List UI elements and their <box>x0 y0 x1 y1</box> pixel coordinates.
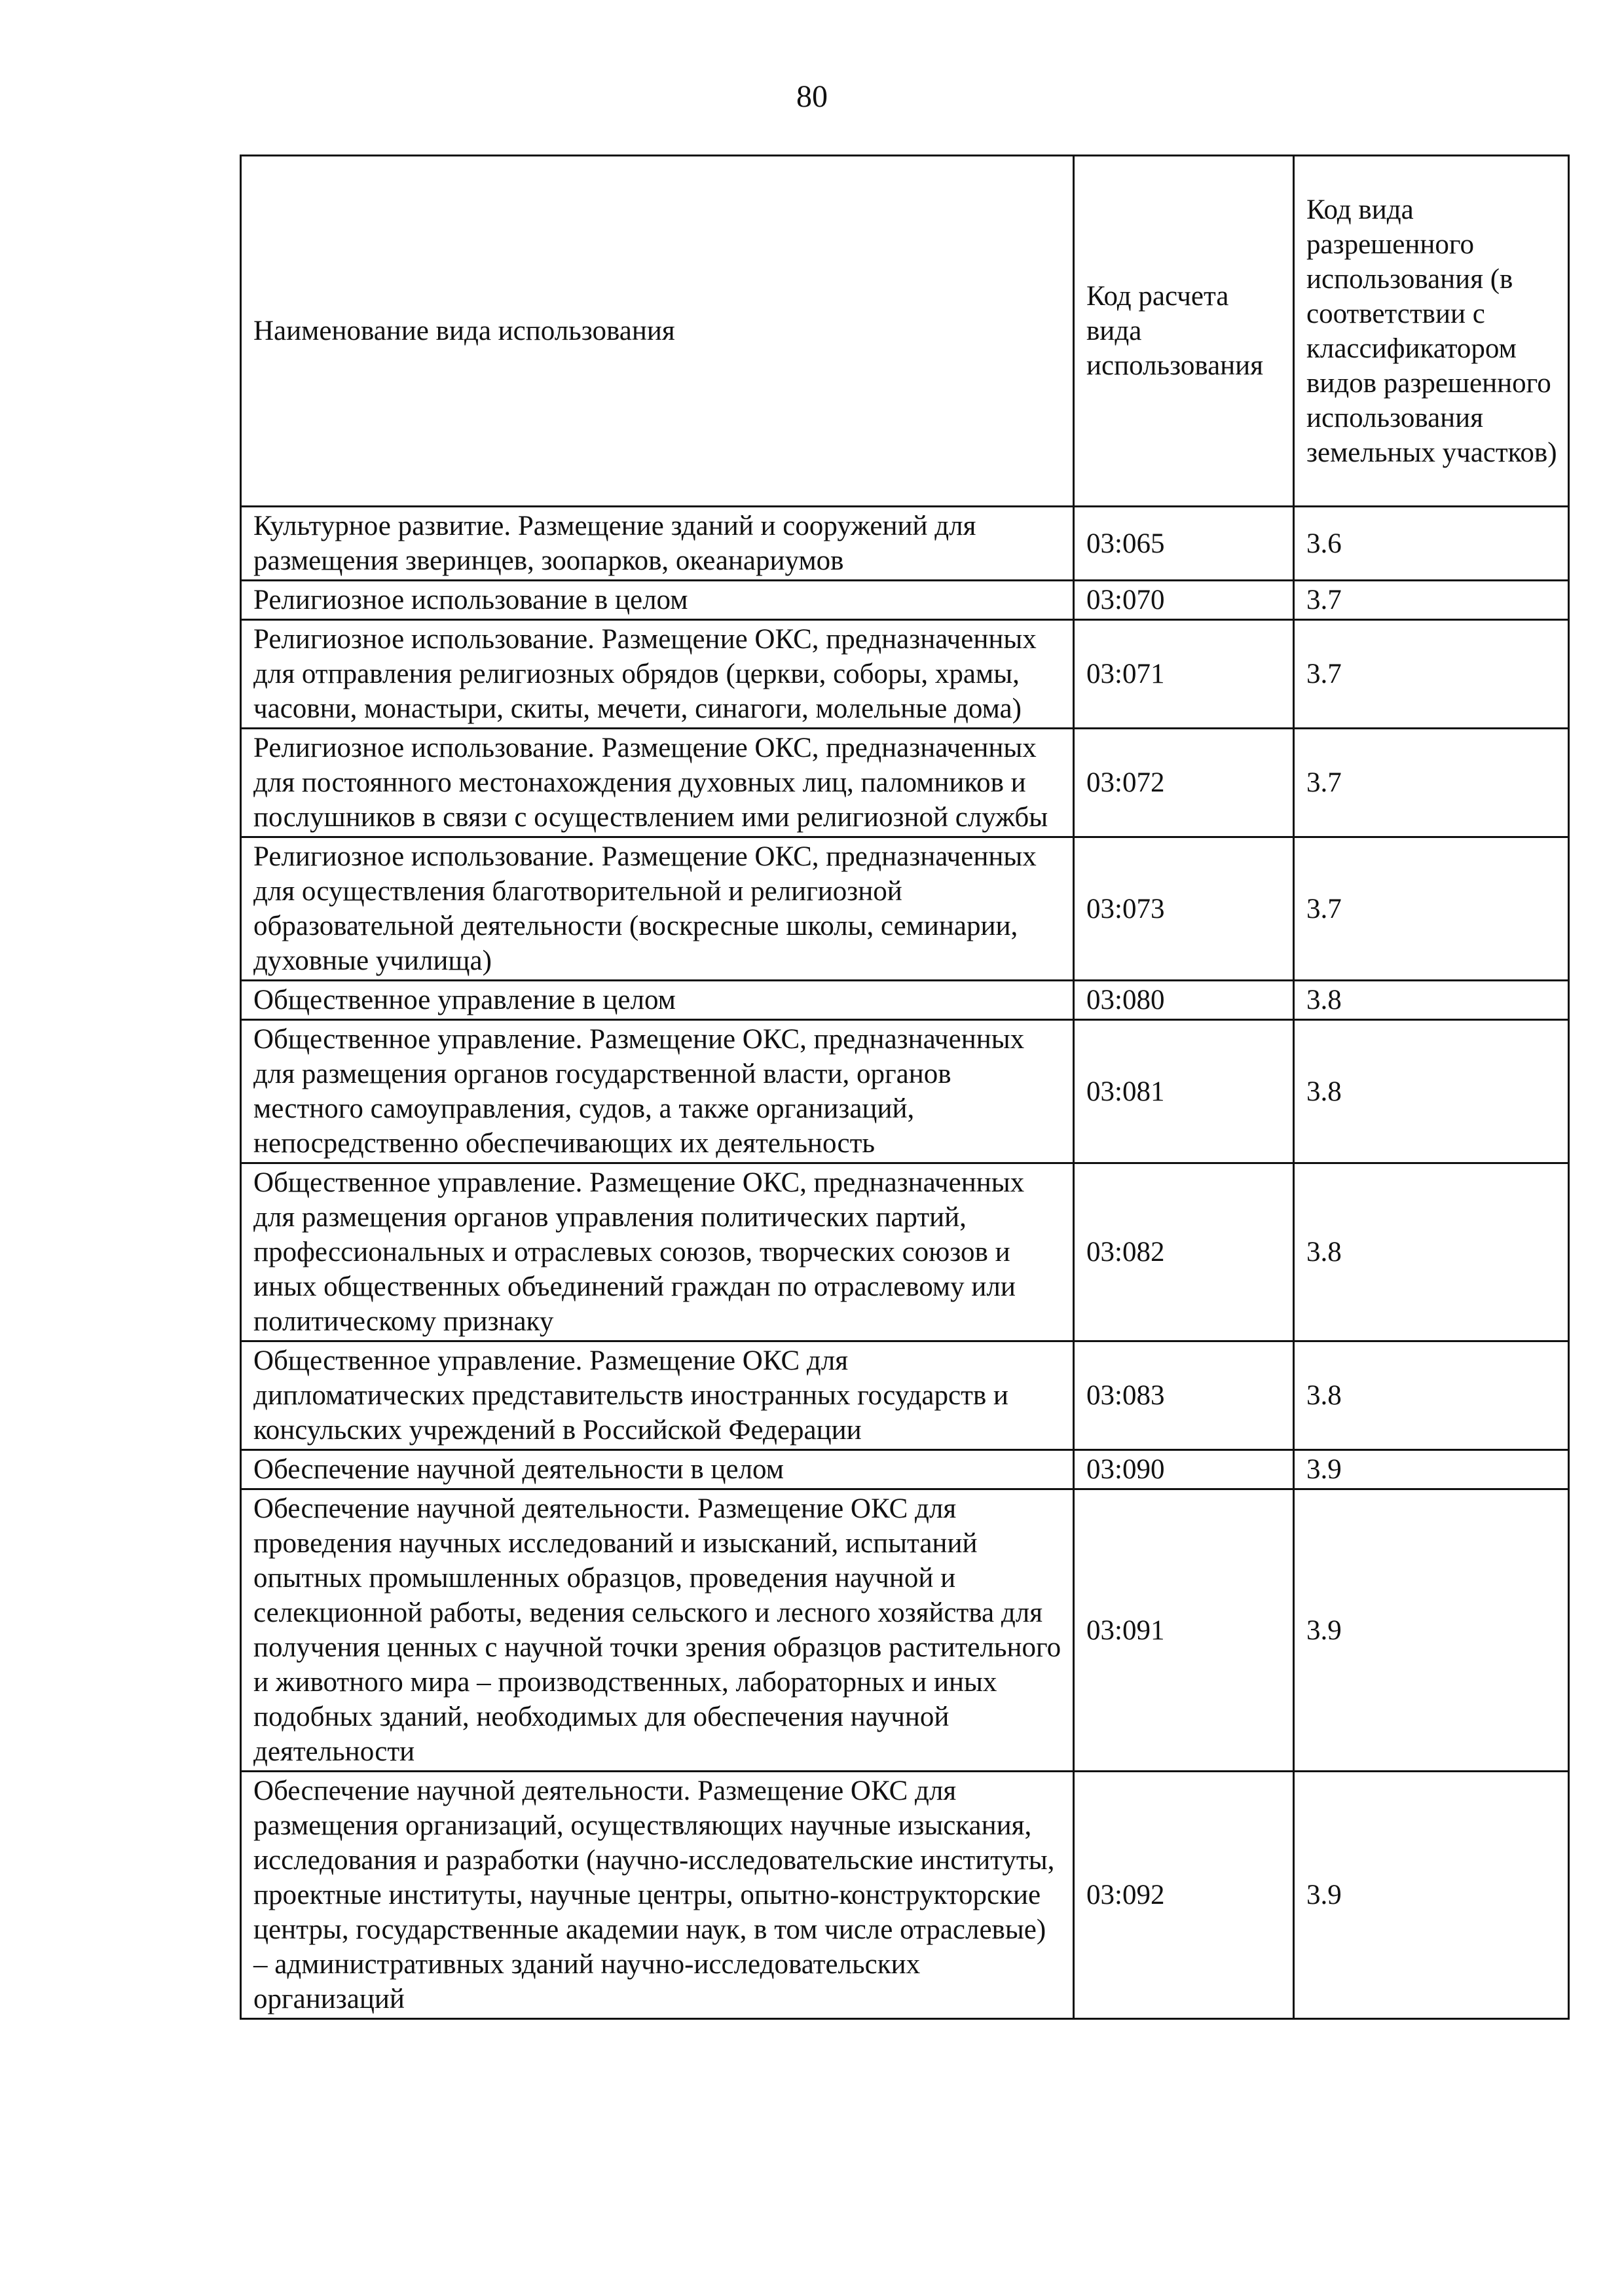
table-row <box>241 581 1569 620</box>
row-usage-name: Обеспечение научной деятельности. Размещение ОКС для проведения научных исследований и изысканий, испытаний опытных промышленных образцов, проведения научной и селекционной работы, ведения сельского и лесного хозяйства для получения ценных с научной точки зрения образцов растительного и животного мира – производственных, лабораторных и иных подобных зданий, необходимых для обеспечения научной деятельности <box>241 1489 1074 1772</box>
table-row <box>241 1772 1569 2019</box>
table-row <box>241 1341 1569 1450</box>
header-calculation-code: Код расчета вида использования <box>1074 156 1294 507</box>
row-usage-name: Общественное управление. Размещение ОКС для дипломатических представительств иностранных государств и консульских учреждений в Российской Федерации <box>241 1341 1074 1450</box>
row-calculation-code: 03:080 <box>1074 981 1294 1020</box>
row-usage-name: Обеспечение научной деятельности в целом <box>241 1450 1074 1489</box>
table-row <box>241 620 1569 729</box>
row-usage-name: Религиозное использование. Размещение ОКС, предназначенных для отправления религиозных обрядов (церкви, соборы, храмы, часовни, монастыри, скиты, мечети, синагоги, молельные дома) <box>241 620 1074 729</box>
row-permitted-use-code: 3.7 <box>1294 581 1569 620</box>
row-usage-name: Общественное управление. Размещение ОКС, предназначенных для размещения органов управления политических партий, профессиональных и отраслевых союзов, творческих союзов и иных общественных объединений граждан по отраслевому или политическому признаку <box>241 1163 1074 1341</box>
row-permitted-use-code: 3.6 <box>1294 507 1569 581</box>
header-permitted-use-code: Код вида разрешенного использования (в соответствии с классификатором видов разрешенного использования земельных участков) <box>1294 156 1569 507</box>
table-row <box>241 1020 1569 1163</box>
table-row <box>241 1450 1569 1489</box>
table-row <box>241 729 1569 837</box>
row-usage-name: Религиозное использование. Размещение ОКС, предназначенных для осуществления благотворительной и религиозной образовательной деятельности (воскресные школы, семинарии, духовные училища) <box>241 837 1074 981</box>
row-permitted-use-code: 3.8 <box>1294 1341 1569 1450</box>
row-usage-name: Обеспечение научной деятельности. Размещение ОКС для размещения организаций, осуществляющих научные изыскания, исследования и разработки (научно-исследовательские институты, проектные институты, научные центры, опытно-конструкторские центры, государственные академии наук, в том числе отраслевые) – административных зданий научно-исследовательских организаций <box>241 1772 1074 2019</box>
row-usage-name: Религиозное использование. Размещение ОКС, предназначенных для постоянного местонахождения духовных лиц, паломников и послушников в связи с осуществлением ими религиозной службы <box>241 729 1074 837</box>
row-permitted-use-code: 3.8 <box>1294 1163 1569 1341</box>
row-usage-name: Культурное развитие. Размещение зданий и сооружений для размещения зверинцев, зоопарков, океанариумов <box>241 507 1074 581</box>
land-use-table <box>240 155 1570 2020</box>
row-calculation-code: 03:073 <box>1074 837 1294 981</box>
header-usage-name: Наименование вида использования <box>241 156 1074 507</box>
row-calculation-code: 03:083 <box>1074 1341 1294 1450</box>
row-usage-name: Общественное управление. Размещение ОКС, предназначенных для размещения органов государственной власти, органов местного самоуправления, судов, а также организаций, непосредственно обеспечивающих их деятельность <box>241 1020 1074 1163</box>
table-row <box>241 507 1569 581</box>
row-permitted-use-code: 3.7 <box>1294 729 1569 837</box>
row-calculation-code: 03:065 <box>1074 507 1294 581</box>
row-permitted-use-code: 3.9 <box>1294 1450 1569 1489</box>
table-row <box>241 1489 1569 1772</box>
row-permitted-use-code: 3.9 <box>1294 1489 1569 1772</box>
row-permitted-use-code: 3.7 <box>1294 837 1569 981</box>
row-calculation-code: 03:070 <box>1074 581 1294 620</box>
row-permitted-use-code: 3.9 <box>1294 1772 1569 2019</box>
row-calculation-code: 03:091 <box>1074 1489 1294 1772</box>
table-row <box>241 837 1569 981</box>
row-calculation-code: 03:092 <box>1074 1772 1294 2019</box>
row-calculation-code: 03:082 <box>1074 1163 1294 1341</box>
row-usage-name: Религиозное использование в целом <box>241 581 1074 620</box>
land-use-table-container <box>240 155 1568 2020</box>
row-permitted-use-code: 3.8 <box>1294 1020 1569 1163</box>
table-row <box>241 1163 1569 1341</box>
page-number: 80 <box>796 79 828 114</box>
row-calculation-code: 03:081 <box>1074 1020 1294 1163</box>
table-row <box>241 981 1569 1020</box>
row-calculation-code: 03:072 <box>1074 729 1294 837</box>
row-calculation-code: 03:071 <box>1074 620 1294 729</box>
row-permitted-use-code: 3.8 <box>1294 981 1569 1020</box>
row-calculation-code: 03:090 <box>1074 1450 1294 1489</box>
row-permitted-use-code: 3.7 <box>1294 620 1569 729</box>
row-usage-name: Общественное управление в целом <box>241 981 1074 1020</box>
table-header-row <box>241 156 1569 507</box>
